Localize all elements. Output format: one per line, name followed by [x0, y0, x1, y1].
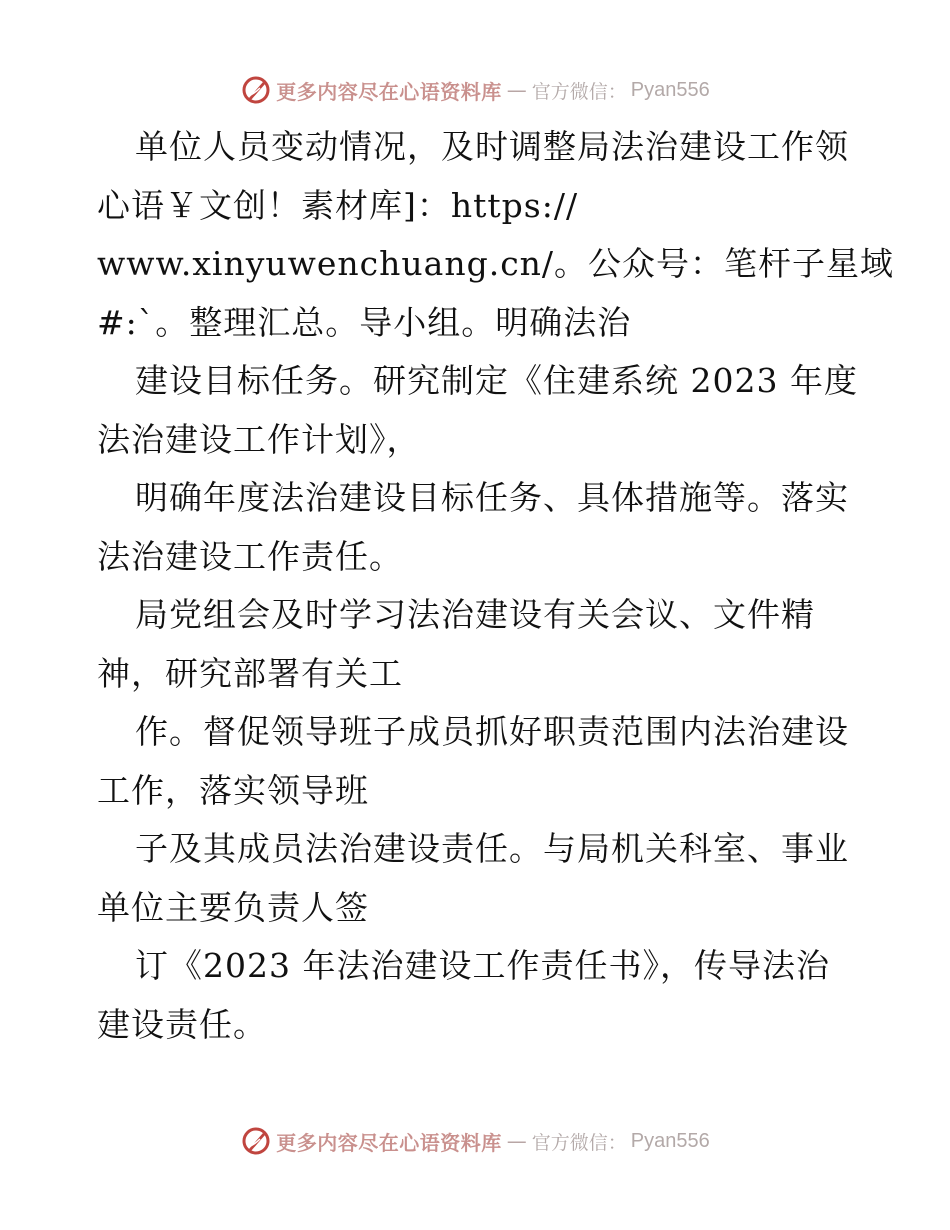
text-line: 单位人员变动情况，及时调整局法治建设工作领 — [135, 127, 849, 166]
banner-dash: — — [506, 78, 527, 102]
text-line: #:`。整理汇总。导小组。明确法治 — [97, 302, 632, 342]
text-line: 神，研究部署有关工 — [97, 653, 403, 693]
banner-wechat-id: Pyan556 — [630, 78, 710, 101]
text-line: 工作，落实领导班 — [97, 770, 369, 810]
text-line: 子及其成员法治建设责任。与局机关科室、事业 — [135, 829, 849, 868]
quill-logo-icon — [240, 1125, 272, 1157]
banner-wechat-label: 官方微信： — [531, 80, 627, 103]
text-line: 单位主要负责人签 — [97, 887, 369, 927]
text-line: 心语￥文创！素材库]：https:// — [97, 185, 579, 225]
text-line: 明确年度法治建设目标任务、具体措施等。落实 — [135, 478, 849, 517]
banner-slogan: 更多内容尽在心语资料库 — [276, 1130, 502, 1155]
banner-slogan: 更多内容尽在心语资料库 — [276, 79, 502, 104]
document-body — [97, 118, 895, 1054]
text-line: 法治建设工作责任。 — [97, 536, 403, 576]
text-line: 局党组会及时学习法治建设有关会议、文件精 — [135, 595, 815, 634]
footer-banner — [0, 1121, 950, 1161]
text-line: 订《2023 年法治建设工作责任书》，传导法治 — [135, 946, 830, 985]
header-banner — [0, 70, 950, 110]
text-line: 建设责任。 — [97, 1004, 267, 1044]
banner-dash: — — [506, 1129, 527, 1153]
banner-wechat-id: Pyan556 — [630, 1129, 710, 1152]
text-line: 法治建设工作计划》， — [97, 419, 421, 459]
banner-wechat-label: 官方微信： — [531, 1131, 627, 1154]
text-line: 作。督促领导班子成员抓好职责范围内法治建设 — [135, 712, 849, 751]
quill-logo-icon — [240, 74, 272, 106]
text-line: 建设目标任务。研究制定《住建系统 2023 年度 — [135, 361, 858, 400]
text-line: www.xinyuwenchuang.cn/。公众号：笔杆子星域 — [97, 244, 895, 283]
